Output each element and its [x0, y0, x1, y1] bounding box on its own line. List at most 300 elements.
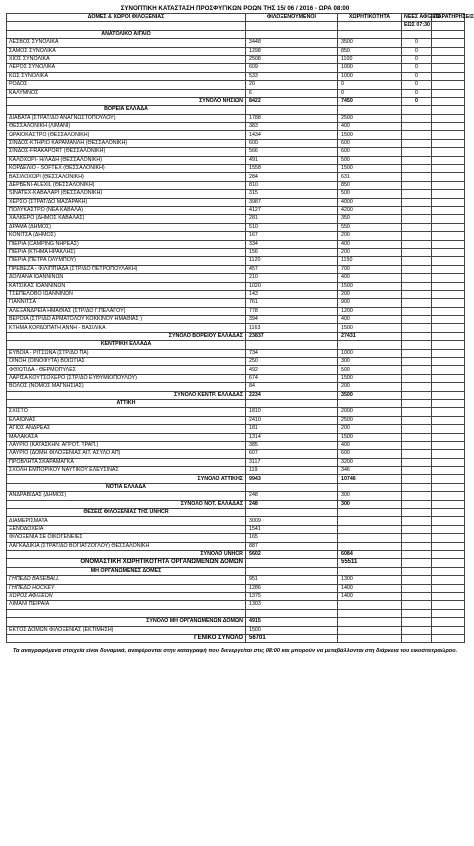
structure-name: ΚΑΤΣΙΚΑΣ ΙΩΑΝΝΙΝΩΝ — [7, 282, 246, 290]
guests-value: 165 — [246, 534, 338, 542]
guests-value — [246, 341, 338, 349]
structure-name: ΞΕΝΟΔΟΧΕΙΑ — [7, 525, 246, 533]
table-body — [7, 14, 474, 643]
guests-value: 734 — [246, 349, 338, 357]
subtotal-row — [7, 97, 465, 105]
remarks-cell — [432, 626, 465, 634]
capacity-value: 7450 — [338, 97, 402, 105]
structure-name: ΣΑΜΟΣ ΣΥΝΟΛΙΚΑ — [7, 47, 246, 55]
guests-value: 3448 — [246, 39, 338, 47]
remarks-cell — [432, 584, 465, 592]
capacity-value: 1500 — [338, 165, 402, 173]
remarks-cell — [432, 383, 465, 391]
new-arrivals-value — [402, 551, 432, 559]
structure-name: ΚΕΝΤΡΙΚΗ ΕΛΛΑΔΑ — [7, 341, 246, 349]
guests-value: 566 — [246, 148, 338, 156]
new-arrivals-value — [402, 626, 432, 634]
structure-name: ΣΙΝΔΟΣ-FRAKAPORT (ΘΕΣΣΑΛΟΝΙΚΗ) — [7, 148, 246, 156]
capacity-value — [338, 341, 402, 349]
new-arrivals-value: 0 — [402, 64, 432, 72]
new-arrivals-value — [402, 584, 432, 592]
capacity-value: 400 — [338, 441, 402, 449]
table-row — [7, 55, 465, 63]
structure-name: ΛΑΡΙΣΑ ΚΟΥΤΣΟΧΕΡΟ (ΣΤΡ/ΔΟ ΕΥΘΥΜΙΟΠΟΥΛΟΥ) — [7, 374, 246, 382]
remarks-cell — [432, 374, 465, 382]
remarks-cell — [432, 399, 465, 407]
new-arrivals-value — [402, 618, 432, 626]
remarks-cell — [432, 89, 465, 97]
guests-value: 167 — [246, 232, 338, 240]
guests-value: 84 — [246, 383, 338, 391]
table-row — [7, 441, 465, 449]
capacity-value: 10746 — [338, 475, 402, 483]
new-arrivals-value — [402, 358, 432, 366]
new-arrivals-value — [402, 542, 432, 550]
new-arrivals-value — [402, 206, 432, 214]
new-arrivals-value — [402, 282, 432, 290]
structure-name: ΚΟΡΔΕΛΙΟ - SOFTEX (ΘΕΣΣΑΛΟΝΙΚΗ) — [7, 165, 246, 173]
table-row — [7, 316, 465, 324]
guests-value: 1434 — [246, 131, 338, 139]
guests-value: 156 — [246, 248, 338, 256]
capacity-value: 1300 — [338, 576, 402, 584]
structure-name: ΠΡΕΒΕΖΑ - ΦΙΛΙΠΠΙΑΔΑ (ΣΤΡ/ΔΟ ΠΕΤΡΟΠΟΥΛΑΚΗ) — [7, 265, 246, 273]
capacity-value: 3200 — [338, 458, 402, 466]
remarks-cell — [432, 509, 465, 517]
capacity-value: 200 — [338, 248, 402, 256]
header-arrivals-until: ΕΩΣ 07:30 — [402, 22, 432, 30]
guests-value: 23837 — [246, 332, 338, 340]
structure-name: ΚΑΛΟΧΩΡΙ- Η/ΛΑΔΗ (ΘΕΣΣΑΛΟΝΙΚΗ) — [7, 156, 246, 164]
structure-name: ΑΤΤΙΚΗ — [7, 399, 246, 407]
table-row — [7, 450, 465, 458]
capacity-value: 1000 — [338, 64, 402, 72]
table-row — [7, 81, 465, 89]
remarks-cell — [432, 265, 465, 273]
table-row — [7, 584, 465, 592]
capacity-value: 1200 — [338, 307, 402, 315]
structure-name: ΣΥΝΟΛΟ ΑΤΤΙΚΗΣ — [7, 475, 246, 483]
structure-name: ΑΝΑΤΟΛΙΚΟ ΑΙΓΑΙΟ — [7, 30, 246, 38]
subtotal-row — [7, 551, 465, 559]
remarks-cell — [432, 358, 465, 366]
capacity-value — [338, 525, 402, 533]
capacity-value — [338, 609, 402, 617]
capacity-value: 6084 — [338, 551, 402, 559]
new-arrivals-value — [402, 609, 432, 617]
capacity-value: 600 — [338, 139, 402, 147]
new-arrivals-value: 0 — [402, 47, 432, 55]
remarks-cell — [432, 139, 465, 147]
capacity-value: 1500 — [338, 282, 402, 290]
remarks-cell — [432, 576, 465, 584]
guests-value — [246, 106, 338, 114]
refugee-flows-table — [6, 13, 474, 643]
table-row — [7, 307, 465, 315]
capacity-value: 400 — [338, 240, 402, 248]
remarks-cell — [432, 324, 465, 332]
capacity-value — [338, 509, 402, 517]
structure-name: ΚΑΛΥΜΝΟΣ — [7, 89, 246, 97]
structure-name: ΛΕΣΒΟΣ ΣΥΝΟΛΙΚΑ — [7, 39, 246, 47]
structure-name: ΕΛΑΙΩΝΑΣ — [7, 416, 246, 424]
capacity-value: 55511 — [338, 559, 402, 567]
remarks-cell — [432, 525, 465, 533]
guests-value: 6 — [246, 89, 338, 97]
section-header-row — [7, 30, 465, 38]
table-row — [7, 525, 465, 533]
remarks-cell — [432, 450, 465, 458]
guests-value — [246, 567, 338, 575]
remarks-cell — [432, 156, 465, 164]
remarks-cell — [432, 601, 465, 609]
table-row — [7, 123, 465, 131]
new-arrivals-value: 0 — [402, 39, 432, 47]
new-arrivals-value — [402, 601, 432, 609]
structure-name: ΡΟΔΟΣ — [7, 81, 246, 89]
guests-value: 674 — [246, 374, 338, 382]
footnote: Τα αναγραφόμενα στοιχεία είναι δυναμικά, αναφέρονται στην καταγραφή που διενεργείται στις 08:00 και μπορούν να μεταβάλλονται στη διάρκεια του εικοσιτετραώρου. — [12, 648, 458, 655]
new-arrivals-value — [402, 492, 432, 500]
new-arrivals-value — [402, 198, 432, 206]
new-arrivals-value — [402, 240, 432, 248]
structure-name: ΣΥΝΟΛΟ ΚΕΝΤΡ. ΕΛΛΑΔΑΣ — [7, 391, 246, 399]
guests-value: 1163 — [246, 324, 338, 332]
remarks-cell — [432, 391, 465, 399]
table-row — [7, 299, 465, 307]
remarks-cell — [432, 240, 465, 248]
structure-name: ΔΙΑΜΕΡΙΣΜΑΤΑ — [7, 517, 246, 525]
table-row — [7, 458, 465, 466]
structure-name — [7, 609, 246, 617]
guests-value: 315 — [246, 190, 338, 198]
new-arrivals-value — [402, 467, 432, 475]
guests-value: 778 — [246, 307, 338, 315]
new-arrivals-value — [402, 525, 432, 533]
new-arrivals-value — [402, 450, 432, 458]
structure-name: ΒΕΡΟΙΑ (ΣΤΡ/ΔΟ ΑΡΜΑΤΟΛΟΥ ΚΟΚΚΙΝΟΥ ΗΜΑΘΙΑΣ ) — [7, 316, 246, 324]
capacity-value: 1100 — [338, 55, 402, 63]
remarks-cell — [432, 542, 465, 550]
new-arrivals-value — [402, 433, 432, 441]
remarks-cell — [432, 408, 465, 416]
structure-name: ΒΟΛΟΣ (ΝΟΜΟΣ ΜΑΓΝΗΣΙΑΣ) — [7, 383, 246, 391]
structure-name: ΣΥΝΟΛΟ ΝΟΤ. ΕΛΛΑΔΑΣ — [7, 500, 246, 508]
guests-value: 457 — [246, 265, 338, 273]
capacity-value — [338, 399, 402, 407]
table-row — [7, 433, 465, 441]
capacity-value: 500 — [338, 156, 402, 164]
remarks-cell — [432, 181, 465, 189]
guests-value: 210 — [246, 274, 338, 282]
table-row — [7, 47, 465, 55]
table-row — [7, 39, 465, 47]
capacity-value — [338, 483, 402, 491]
new-arrivals-value — [402, 257, 432, 265]
capacity-value: 400 — [338, 274, 402, 282]
table-row — [7, 240, 465, 248]
remarks-cell — [432, 55, 465, 63]
new-arrivals-value — [402, 156, 432, 164]
guests-value: 887 — [246, 542, 338, 550]
capacity-value: 1000 — [338, 349, 402, 357]
structure-name: ΦΘΙΩΤΙΔΑ - ΘΕΡΜΟΠΥΛΕΣ — [7, 366, 246, 374]
new-arrivals-value — [402, 232, 432, 240]
table-row — [7, 576, 465, 584]
new-arrivals-value — [402, 592, 432, 600]
structure-name: ΑΛΕΞΑΝΔΡΕΙΑ ΗΜΑΘΙΑΣ (ΣΤΡ/ΔΟ Γ.ΠΕΛΑΓΟΥ) — [7, 307, 246, 315]
capacity-value: 1500 — [338, 324, 402, 332]
structure-name: ΑΝΔΡΑΒΙΔΑΣ (ΔΗΜΟΣ) — [7, 492, 246, 500]
capacity-total-row — [7, 559, 465, 567]
new-arrivals-value — [402, 173, 432, 181]
remarks-cell — [432, 282, 465, 290]
structure-name: ΣΧΟΛΗ ΕΜΠΟΡΙΚΟΥ ΝΑΥΤΙΚΟΥ ΕΛΕΥΣΙΝΑΣ — [7, 467, 246, 475]
guests-value: 1810 — [246, 408, 338, 416]
remarks-cell — [432, 483, 465, 491]
guests-value: 3987 — [246, 198, 338, 206]
table-row — [7, 492, 465, 500]
capacity-value — [338, 626, 402, 634]
capacity-value: 300 — [338, 492, 402, 500]
new-arrivals-value — [402, 483, 432, 491]
section-header-row — [7, 106, 465, 114]
new-arrivals-value — [402, 567, 432, 575]
table-row — [7, 290, 465, 298]
structure-name: ΣΙΝΔΟΣ-ΚΤΗΡΙΟ ΚΑΡΑΜΑΝΛΗ (ΘΕΣΣΑΛΟΝΙΚΗ) — [7, 139, 246, 147]
new-arrivals-value — [402, 139, 432, 147]
table-row — [7, 425, 465, 433]
new-arrivals-value — [402, 634, 432, 642]
guests-value: 2234 — [246, 391, 338, 399]
guests-value — [246, 483, 338, 491]
new-arrivals-value — [402, 274, 432, 282]
grand-total-row — [7, 634, 465, 642]
remarks-cell — [432, 441, 465, 449]
remarks-cell — [432, 517, 465, 525]
table-row — [7, 89, 465, 97]
new-arrivals-value — [402, 416, 432, 424]
remarks-cell — [432, 248, 465, 256]
remarks-cell — [432, 165, 465, 173]
capacity-value — [338, 567, 402, 575]
new-arrivals-value — [402, 223, 432, 231]
structure-name: SINATEX-ΚΑΒΑΛΑΡΙ (ΘΕΣΣΑΛΟΝΙΚΗ) — [7, 190, 246, 198]
table-row — [7, 408, 465, 416]
capacity-value: 0 — [338, 81, 402, 89]
capacity-value: 1500 — [338, 374, 402, 382]
structure-name: ΤΣΕΠΕΛΟΒΟ ΙΩΑΝΝΙΝΩΝ — [7, 290, 246, 298]
table-row — [7, 601, 465, 609]
table-row — [7, 358, 465, 366]
guests-value: 510 — [246, 223, 338, 231]
table-row — [7, 366, 465, 374]
structure-name: ΛΑΥΡΙΟ (ΚΑΤΑΣΚΗΝ. ΑΓΡΟΤ. ΤΡΑΠ.) — [7, 441, 246, 449]
guests-value: 533 — [246, 72, 338, 80]
table-row — [7, 349, 465, 357]
capacity-value: 1000 — [338, 72, 402, 80]
new-arrivals-value — [402, 181, 432, 189]
report-title: ΣΥΝΟΠΤΙΚΗ ΚΑΤΑΣΤΑΣΗ ΠΡΟΣΦΥΓΙΚΩΝ ΡΟΩΝ ΤΗΣ 15/ 06 / 2016 - ΩΡΑ 08:00 — [120, 5, 350, 12]
remarks-cell — [432, 72, 465, 80]
structure-name: ΛΑΥΡΙΟ (ΔΟΜΗ ΦΙΛΟΞΕΝΙΑΣ ΑΙΤ. ΑΣΥΛΟ ΑΠ) — [7, 450, 246, 458]
table-row — [7, 223, 465, 231]
remarks-cell — [432, 567, 465, 575]
table-row — [7, 114, 465, 122]
capacity-value: 700 — [338, 265, 402, 273]
table-row — [7, 248, 465, 256]
new-arrivals-value — [402, 576, 432, 584]
header-remarks: ΠΑΡΑΤΗΡΗΣΕΙΣ — [432, 14, 465, 22]
remarks-cell — [432, 500, 465, 508]
new-arrivals-value — [402, 349, 432, 357]
remarks-cell — [432, 332, 465, 340]
new-arrivals-value — [402, 299, 432, 307]
capacity-value: 2000 — [338, 408, 402, 416]
remarks-cell — [432, 106, 465, 114]
new-arrivals-value — [402, 265, 432, 273]
guests-value: 4127 — [246, 206, 338, 214]
capacity-value: 3500 — [338, 39, 402, 47]
capacity-value — [338, 106, 402, 114]
new-arrivals-value — [402, 559, 432, 567]
new-arrivals-value — [402, 190, 432, 198]
capacity-value: 200 — [338, 290, 402, 298]
guests-value: 1120 — [246, 257, 338, 265]
guests-value — [246, 509, 338, 517]
remarks-cell — [432, 366, 465, 374]
capacity-value: 1500 — [338, 433, 402, 441]
guests-value: 2410 — [246, 416, 338, 424]
table-row — [7, 517, 465, 525]
guests-value: 1020 — [246, 282, 338, 290]
structure-name: ΛΑΓΚΑΔΙΚΙΑ (ΣΤΡΑΤ/ΔΟ ΒΟΓΙΑΤΖΟΓΛΟΥ) ΘΕΣΣΑΛΟΝΙΚΗ — [7, 542, 246, 550]
subtotal-row — [7, 500, 465, 508]
structure-name: ΩΡΑΙΟΚΑΣΤΡΟ (ΘΕΣΣΑΛΟΝΙΚΗ) — [7, 131, 246, 139]
table-row — [7, 324, 465, 332]
capacity-value — [338, 618, 402, 626]
remarks-cell — [432, 458, 465, 466]
structure-name: ΠΙΕΡΙΑ (CAMPING ΝΗΡΕΑΣ) — [7, 240, 246, 248]
remarks-cell — [432, 123, 465, 131]
capacity-value: 1400 — [338, 592, 402, 600]
remarks-cell — [432, 551, 465, 559]
guests-value: 56701 — [246, 634, 338, 642]
header-new-arrivals: ΝΕΕΣ ΑΦΙΞΕΙΣ — [402, 14, 432, 22]
structure-name: ΑΓΙΟΣ ΑΝΔΡΕΑΣ — [7, 425, 246, 433]
remarks-cell — [432, 232, 465, 240]
table-row — [7, 165, 465, 173]
guests-value: 9943 — [246, 475, 338, 483]
guests-value: 951 — [246, 576, 338, 584]
section-header-row — [7, 483, 465, 491]
capacity-value: 3500 — [338, 391, 402, 399]
new-arrivals-value — [402, 106, 432, 114]
guests-value: 491 — [246, 156, 338, 164]
guests-value: 3117 — [246, 458, 338, 466]
new-arrivals-value — [402, 475, 432, 483]
capacity-value: 200 — [338, 232, 402, 240]
guests-value — [246, 609, 338, 617]
section-header-row — [7, 399, 465, 407]
table-row — [7, 64, 465, 72]
guests-value: 4915 — [246, 618, 338, 626]
structure-name: ΜΑΛΑΚΑΣΑ — [7, 433, 246, 441]
guests-value: 2508 — [246, 55, 338, 63]
guests-value: 181 — [246, 425, 338, 433]
structure-name: ΧΙΟΣ ΣΥΝΟΛΙΚΑ — [7, 55, 246, 63]
guests-value: 5602 — [246, 551, 338, 559]
guests-value: 609 — [246, 64, 338, 72]
remarks-cell — [432, 316, 465, 324]
new-arrivals-value: 0 — [402, 81, 432, 89]
remarks-cell — [432, 274, 465, 282]
structure-name: ΔΡΑΜΑ (ΔΗΜΟΣ) — [7, 223, 246, 231]
header-structures: ΔΟΜΕΣ & ΧΩΡΟΙ ΦΙΛΟΞΕΝΙΑΣ — [7, 14, 246, 22]
guests-value: 385 — [246, 441, 338, 449]
report-sheet — [6, 4, 474, 655]
capacity-value — [338, 30, 402, 38]
table-row — [7, 148, 465, 156]
capacity-value: 346 — [338, 467, 402, 475]
capacity-value — [338, 517, 402, 525]
new-arrivals-value — [402, 165, 432, 173]
guests-value: 1303 — [246, 601, 338, 609]
guests-value: 1314 — [246, 433, 338, 441]
remarks-cell — [432, 198, 465, 206]
remarks-cell — [432, 433, 465, 441]
new-arrivals-value — [402, 425, 432, 433]
structure-name: ΣΥΝΟΛΟ ΝΗΣΙΩΝ — [7, 97, 246, 105]
table-row — [7, 198, 465, 206]
remarks-cell — [432, 609, 465, 617]
remarks-cell — [432, 81, 465, 89]
remarks-cell — [432, 416, 465, 424]
new-arrivals-value: 0 — [402, 89, 432, 97]
structure-name: ΣΥΝΟΛΟ ΒΟΡΕΙΟΥ ΕΛΛΑΔΑΣ — [7, 332, 246, 340]
new-arrivals-value: 0 — [402, 55, 432, 63]
capacity-value: 600 — [338, 148, 402, 156]
header-subrow — [7, 22, 465, 30]
new-arrivals-value — [402, 500, 432, 508]
capacity-value — [338, 601, 402, 609]
capacity-value — [338, 634, 402, 642]
remarks-cell — [432, 47, 465, 55]
structure-name: ΚΤΗΜΑ ΚΟΡΔΟΠΑΤΗ ΑΝΝΗ - ΒΑΣΙΛΙΚΑ — [7, 324, 246, 332]
new-arrivals-value — [402, 399, 432, 407]
capacity-value: 550 — [338, 223, 402, 231]
new-arrivals-value: 0 — [402, 97, 432, 105]
new-arrivals-value — [402, 458, 432, 466]
remarks-cell — [432, 39, 465, 47]
section-header-row — [7, 341, 465, 349]
new-arrivals-value — [402, 408, 432, 416]
capacity-value: 500 — [338, 366, 402, 374]
new-arrivals-value: 0 — [402, 72, 432, 80]
table-row — [7, 467, 465, 475]
structure-name: ΣΧΙΣΤΟ — [7, 408, 246, 416]
capacity-value: 400 — [338, 123, 402, 131]
guests-value: 394 — [246, 316, 338, 324]
subtotal-row — [7, 391, 465, 399]
structure-name: ΣΥΝΟΛΟ UNHCR — [7, 551, 246, 559]
new-arrivals-value — [402, 332, 432, 340]
section-header-row — [7, 509, 465, 517]
structure-name: ΓΗΠΕΔΟ BASEBALL — [7, 576, 246, 584]
table-row — [7, 592, 465, 600]
remarks-cell — [432, 492, 465, 500]
capacity-value: 1500 — [338, 131, 402, 139]
